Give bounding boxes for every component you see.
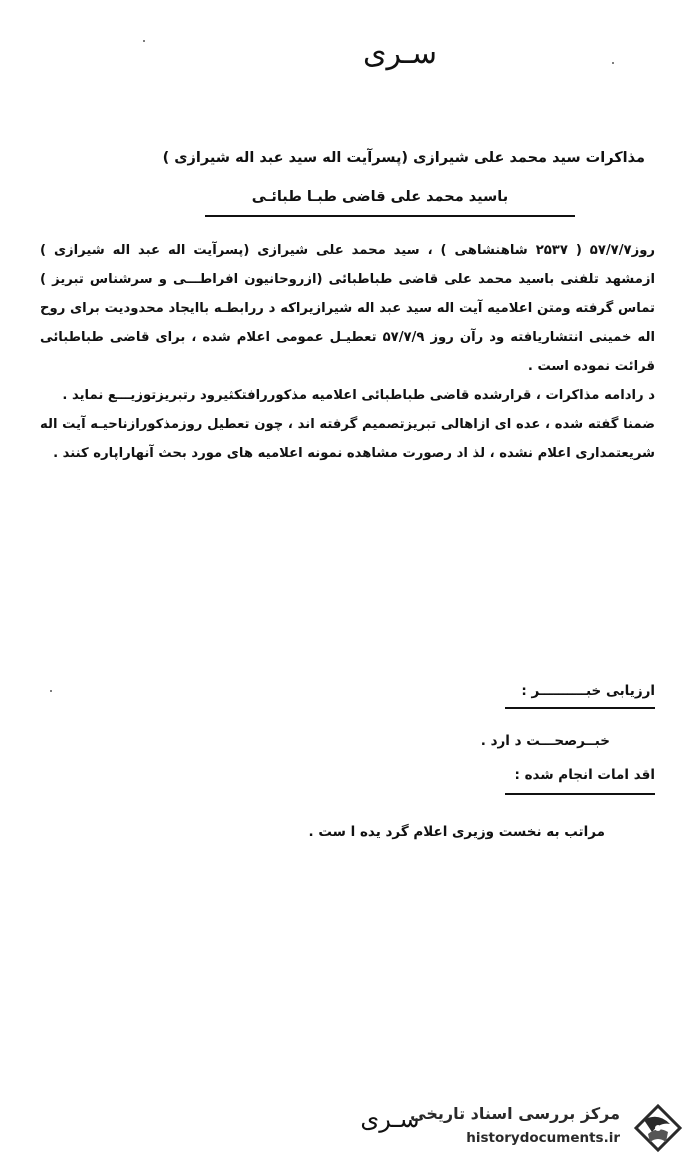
document-title-line-2: باسید محمد علی قاضی طبـا طبائـی [251, 189, 509, 205]
classification-stamp-bottom: سـری [360, 1105, 420, 1133]
scan-speck [612, 62, 614, 64]
scan-speck [50, 690, 52, 692]
archive-logo-icon [630, 1102, 686, 1154]
body-paragraph-1: روز۵۷/۷/۷ ( ۲۵۳۷ شاهنشاهی ) ، سید محمد علی شیرازی (پسرآیت اله عبد اله شیرازی ) ازمشهد تلفنی باسید محمد علی قاضی طباطبائی (ازروحانیون افراطـــی و سرشناس تبریز ) تماس گرفته ومتن اعلامیه آیت اله سید عبد اله شیرازیراکه د ررابطـه باایجاد محدودیت برای روح اله خمینی انتشاریافته ود رآن روز ۵۷/۷/۹ تعطیـل عمومی اعلام شده ، برای قاضی طباطبائی قرائت نموده است . [40, 243, 655, 374]
title-underline [205, 215, 575, 217]
evaluation-underline [505, 707, 655, 709]
watermark [410, 1100, 692, 1156]
classification-stamp-top: سـری [363, 36, 437, 71]
document-title-line-1: مذاکرات سید محمد علی شیرازی (پسرآیت اله سید عبد اله شیرازی ) [162, 150, 645, 166]
actions-underline [505, 793, 655, 795]
body-paragraph-3: ضمنا گفته شده ، عده ای ازاهالی تبریزتصمیم گرفته اند ، چون تعطیل روزمذکورازناحیـه آیت اله شریعتمداری اعلام نشده ، لذ اد رصورت مشاهده نمونه اعلامیه های مورد بحث آنهاراپاره کنند . [40, 417, 655, 461]
body-paragraph-2: د رادامه مذاکرات ، قرارشده قاضی طباطبائی اعلامیه مذکوررافتکثیرود رتبریزتوزیـــع نماید . [62, 388, 655, 403]
actions-text: مراتب به نخست وزیری اعلام گرد یده ا ست . [308, 824, 605, 840]
scan-speck [143, 40, 145, 42]
evaluation-heading: ارزیابی خبــــــــــر : [521, 683, 655, 699]
watermark-title: مرکز بررسی اسناد تاریخی [410, 1104, 620, 1123]
actions-heading: اقد امات انجام شده : [514, 767, 655, 783]
document-body [40, 236, 655, 468]
watermark-url: historydocuments.ir [466, 1130, 620, 1146]
evaluation-text: خبــرصحـــت د ارد . [480, 733, 610, 749]
